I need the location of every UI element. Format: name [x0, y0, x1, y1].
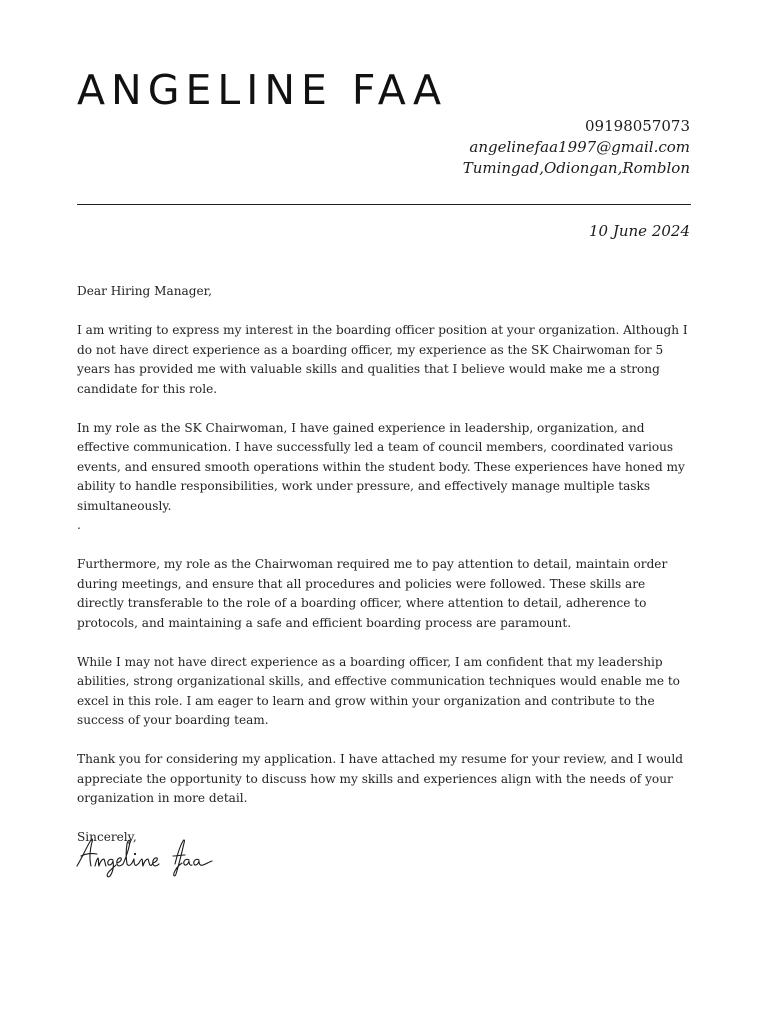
phone-number: 09198057073 [585, 117, 690, 135]
closing: Sincerely, [77, 830, 137, 844]
letter-body [77, 282, 695, 867]
home-address: Tumingad,Odiongan,Romblon [462, 159, 690, 177]
paragraph-experience: In my role as the SK Chairwoman, I have gained experience in leadership, organization, and effective communication. I have successfully led a team of council members, coordinated various events, and ensured smooth operations within the student body. These experiences have honed my ability to handle responsibilities, work under pressure, and effectively manage multiple tasks simultaneously. [77, 420, 685, 513]
paragraph-intro: I am writing to express my interest in the boarding officer position at your organization. Although I do not have direct experience as a boarding officer, my experience as the SK Chairwoman for 5 years has provided me with valuable skills and qualities that I believe would make me a strong candidate for this role. [77, 323, 688, 396]
header-divider [77, 204, 691, 205]
stray-period: . [77, 518, 81, 532]
handwritten-signature [75, 832, 225, 880]
email-address: angelinefaa1997@gmail.com [469, 138, 690, 156]
contact-block [463, 116, 690, 179]
paragraph-skills: Furthermore, my role as the Chairwoman required me to pay attention to detail, maintain order during meetings, and ensure that all procedures and policies were followed. These skills are directly transferable to the role of a boarding officer, where attention to detail, adherence to protocols, and maintaining a safe and efficient boarding process are paramount. [77, 557, 668, 630]
applicant-name: ANGELINE FAA [77, 66, 447, 114]
letter-date: 10 June 2024 [588, 222, 690, 240]
paragraph-confidence: While I may not have direct experience as a boarding officer, I am confident that my leadership abilities, strong organizational skills, and effective communication techniques would enable me to excel in this role. I am eager to learn and grow within your organization and contribute to the success of your boarding team. [77, 654, 680, 727]
greeting: Dear Hiring Manager, [77, 284, 212, 298]
paragraph-thanks: Thank you for considering my application. I have attached my resume for your review, and I would appreciate the opportunity to discuss how my skills and experiences align with the needs of your organization in more detail. [77, 752, 684, 805]
